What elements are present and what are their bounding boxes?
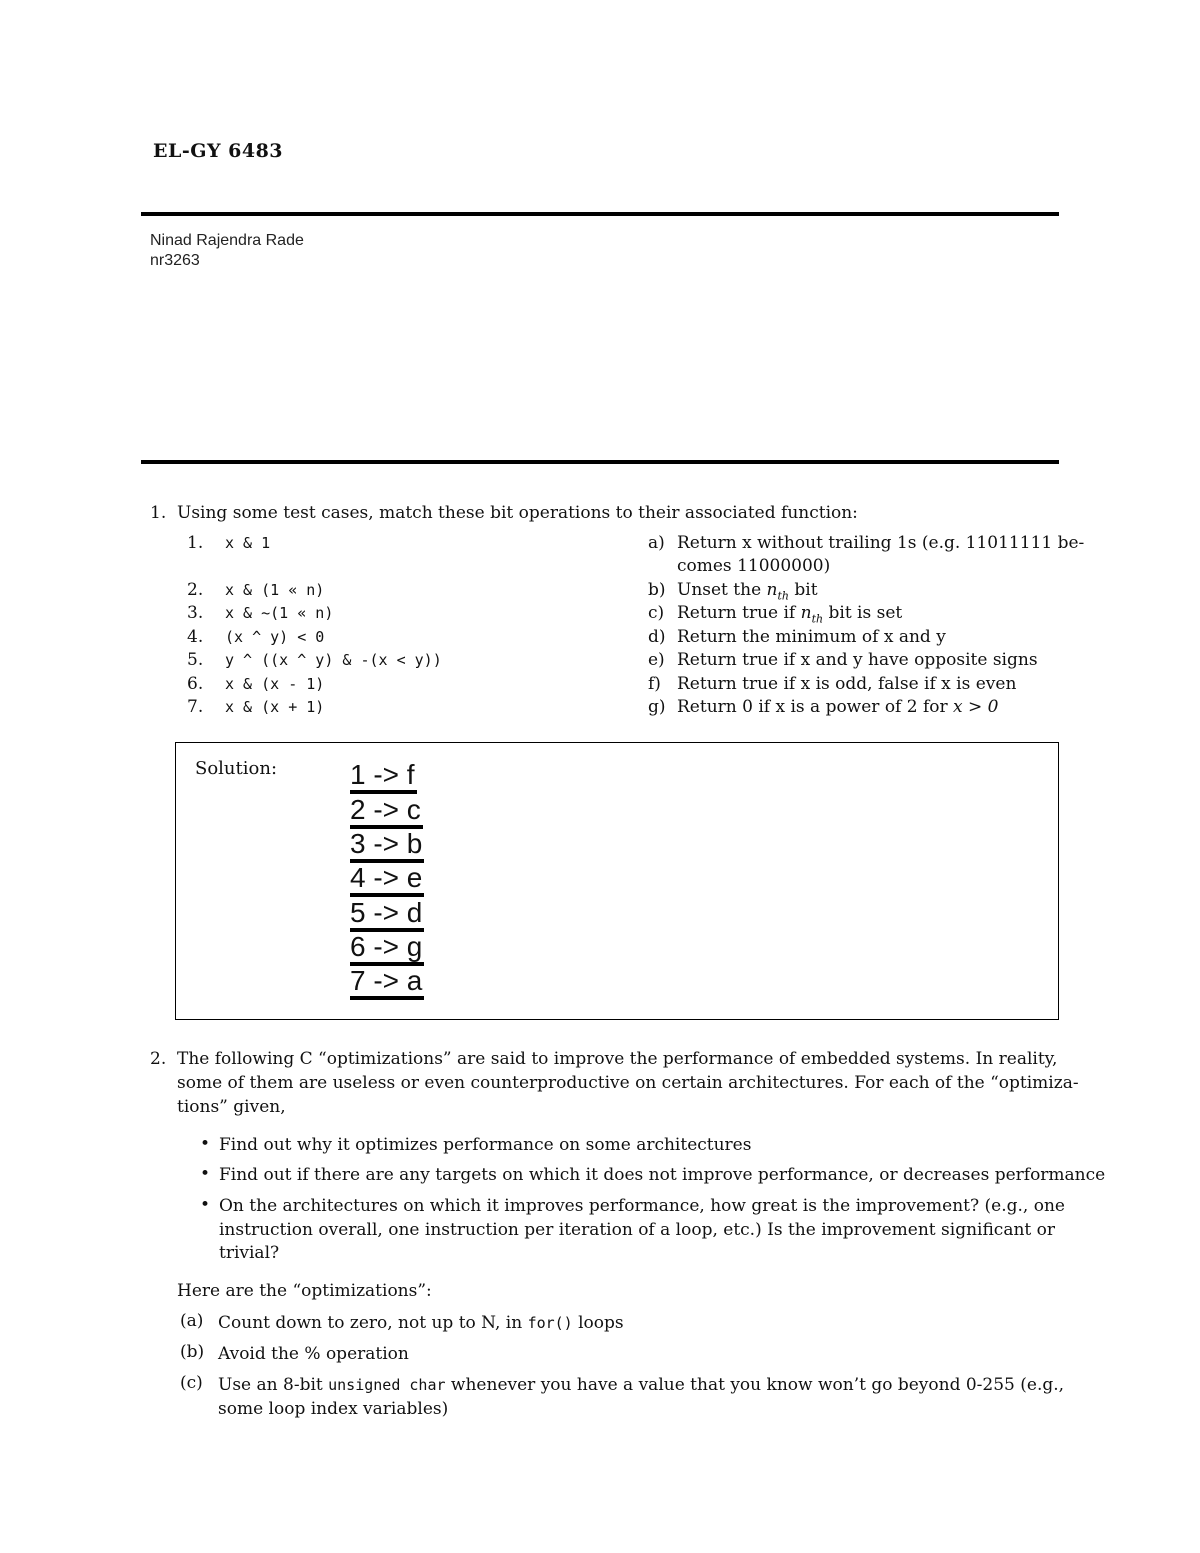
function-label: a) bbox=[648, 533, 665, 553]
option-text-pre: Use an 8-bit bbox=[218, 1375, 329, 1395]
bullet-text: Find out if there are any targets on which it does not improve performance, or decreases performance bbox=[219, 1165, 1106, 1185]
bullet-dot: • bbox=[200, 1164, 211, 1184]
function-text: Return true if x is odd, false if x is even bbox=[677, 674, 1017, 694]
function-label: g) bbox=[648, 697, 666, 717]
bottom-rule bbox=[141, 460, 1059, 464]
operation-item bbox=[187, 650, 442, 670]
bullet-text: Find out why it optimizes performance on some architectures bbox=[219, 1135, 752, 1155]
top-rule bbox=[141, 212, 1059, 216]
answer-line: 3 -> b bbox=[350, 829, 424, 863]
function-label: c) bbox=[648, 603, 665, 623]
answer-line: 5 -> d bbox=[350, 898, 424, 932]
q2-intro-line: The following C “optimizations” are said to improve the performance of embedded systems. In reality, bbox=[177, 1049, 1058, 1069]
operation-number: 3. bbox=[187, 603, 204, 623]
solution-box bbox=[175, 742, 1059, 1020]
function-label: f) bbox=[648, 674, 661, 694]
operation-number: 4. bbox=[187, 627, 204, 647]
operation-number: 7. bbox=[187, 697, 204, 717]
function-item bbox=[648, 697, 999, 717]
operation-code: y ^ ((x ^ y) & -(x < y)) bbox=[225, 651, 442, 669]
function-item bbox=[648, 627, 946, 647]
function-text: Return x without trailing 1s (e.g. 11011111 be- bbox=[677, 533, 1085, 553]
operation-number: 6. bbox=[187, 674, 204, 694]
option-label: (a) bbox=[180, 1311, 204, 1331]
function-text-pre: Unset the bbox=[677, 580, 767, 600]
function-text: Return true if x and y have opposite signs bbox=[677, 650, 1038, 670]
option-label: (b) bbox=[180, 1342, 205, 1362]
function-continuation: comes 11000000) bbox=[677, 556, 831, 576]
function-text-pre: Return true if bbox=[677, 603, 801, 623]
operation-item bbox=[187, 697, 324, 717]
operation-code: x & (1 « n) bbox=[225, 581, 325, 599]
operation-code: x & ~(1 « n) bbox=[225, 604, 334, 622]
function-label: e) bbox=[648, 650, 665, 670]
function-label: d) bbox=[648, 627, 666, 647]
function-text-post: bit bbox=[789, 580, 818, 600]
function-text-pre: Return 0 if x is a power of 2 for bbox=[677, 697, 954, 717]
function-item bbox=[648, 580, 818, 602]
optimizations-intro: Here are the “optimizations”: bbox=[177, 1281, 432, 1301]
math-subscript: th bbox=[777, 589, 790, 603]
function-item bbox=[648, 674, 1016, 694]
function-label: b) bbox=[648, 580, 666, 600]
function-text: Return the minimum of x and y bbox=[677, 627, 946, 647]
q1-prompt: Using some test cases, match these bit operations to their associated function: bbox=[177, 503, 858, 523]
option-text bbox=[218, 1311, 1068, 1335]
q2-intro-line: some of them are useless or even counterproductive on certain architectures. For each of the “optimiza- bbox=[177, 1073, 1079, 1093]
author-netid: nr3263 bbox=[150, 252, 200, 269]
operation-item bbox=[187, 603, 333, 623]
operation-code: (x ^ y) < 0 bbox=[225, 628, 325, 646]
bullet-dot: • bbox=[200, 1134, 211, 1154]
function-item bbox=[648, 533, 1084, 553]
operation-number: 1. bbox=[187, 533, 204, 553]
operation-item bbox=[187, 674, 324, 694]
math-expression: x > 0 bbox=[953, 697, 999, 717]
operation-item bbox=[187, 580, 324, 600]
option-code: unsigned char bbox=[328, 1376, 446, 1394]
option-text: Avoid the % operation bbox=[218, 1344, 409, 1364]
option-text-post: whenever you have a value that you know won’t go beyond 0-255 (e.g., bbox=[445, 1375, 1065, 1395]
option-text bbox=[218, 1373, 1068, 1397]
operation-code: x & (x + 1) bbox=[225, 698, 325, 716]
q2-intro-line: tions” given, bbox=[177, 1097, 286, 1117]
function-text-post: bit is set bbox=[823, 603, 903, 623]
bullet-dot: • bbox=[200, 1195, 211, 1215]
bullet-text-continuation: trivial? bbox=[219, 1243, 280, 1263]
math-subscript: th bbox=[811, 612, 824, 626]
answer-line: 1 -> f bbox=[350, 760, 417, 794]
course-title: EL-GY 6483 bbox=[153, 140, 284, 162]
answer-line: 4 -> e bbox=[350, 863, 424, 897]
math-variable: n bbox=[766, 580, 778, 600]
option-text-pre: Count down to zero, not up to N, in bbox=[218, 1313, 528, 1333]
q1-number: 1. bbox=[150, 503, 167, 523]
function-item bbox=[648, 603, 902, 625]
function-item bbox=[648, 650, 1038, 670]
operation-number: 2. bbox=[187, 580, 204, 600]
answer-line: 7 -> a bbox=[350, 966, 424, 1000]
bullet-text-continuation: instruction overall, one instruction per iteration of a loop, etc.) Is the improvement significant or bbox=[219, 1220, 1056, 1240]
option-text-post: loops bbox=[572, 1313, 624, 1333]
operation-code: x & (x - 1) bbox=[225, 675, 325, 693]
operation-code: x & 1 bbox=[225, 534, 271, 552]
answer-line: 2 -> c bbox=[350, 795, 423, 829]
author-name: Ninad Rajendra Rade bbox=[150, 232, 304, 249]
operation-number: 5. bbox=[187, 650, 204, 670]
option-code: for() bbox=[527, 1314, 573, 1332]
operation-item bbox=[187, 533, 270, 553]
answer-line: 6 -> g bbox=[350, 932, 424, 966]
option-label: (c) bbox=[180, 1373, 203, 1393]
q2-number: 2. bbox=[150, 1049, 167, 1069]
operation-item bbox=[187, 627, 324, 647]
math-variable: n bbox=[800, 603, 812, 623]
solution-label: Solution: bbox=[195, 758, 278, 779]
option-text-continuation: some loop index variables) bbox=[218, 1399, 449, 1419]
bullet-text: On the architectures on which it improves performance, how great is the improvement? (e.g., one bbox=[219, 1196, 1065, 1216]
